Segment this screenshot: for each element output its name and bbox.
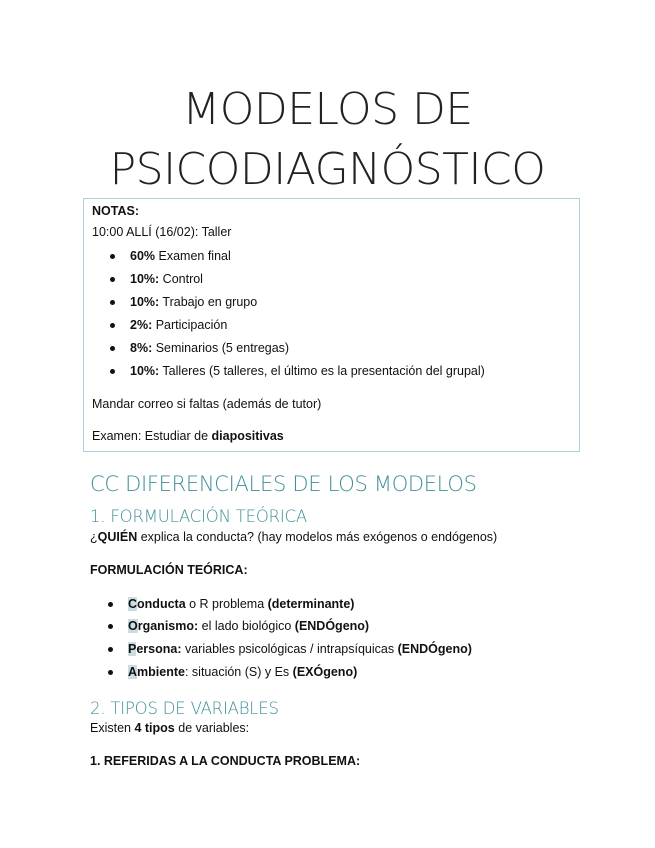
bullet-icon	[110, 369, 115, 374]
bullet-icon	[110, 346, 115, 351]
notes-schedule: 10:00 ALLÍ (16/02): Taller	[92, 225, 232, 239]
formulation-list-item: Conducta o R problema (determinante)	[108, 597, 354, 611]
variables-intro: Existen 4 tipos de variables:	[90, 721, 250, 735]
notes-list-item: 60% Examen final	[110, 249, 231, 263]
bullet-icon	[110, 254, 115, 259]
bullet-icon	[108, 647, 113, 652]
formulation-subheading: FORMULACIÓN TEÓRICA:	[90, 563, 248, 577]
formulation-list-item: Persona: variables psicológicas / intrapsíquicas (ENDÓgeno)	[108, 642, 472, 656]
formulation-question: ¿QUIÉN explica la conducta? (hay modelos más exógenos o endógenos)	[90, 530, 498, 544]
formulation-list-item: Organismo: el lado biológico (ENDÓgeno)	[108, 619, 369, 633]
document-title-line-1: MODELOS DE	[182, 84, 473, 135]
section-heading-formulation: 1. FORMULACIÓN TEÓRICA	[90, 507, 308, 526]
bullet-icon	[108, 602, 113, 607]
section-heading-cc: CC DIFERENCIALES DE LOS MODELOS	[90, 472, 477, 496]
notes-list-item: 8%: Seminarios (5 entregas)	[110, 341, 289, 355]
notes-list-item: 2%: Participación	[110, 318, 227, 332]
notes-box	[83, 198, 580, 452]
bullet-icon	[108, 624, 113, 629]
notes-list-item: 10%: Trabajo en grupo	[110, 295, 257, 309]
bullet-icon	[110, 323, 115, 328]
notes-heading: NOTAS:	[92, 204, 139, 218]
bullet-icon	[108, 670, 113, 675]
notes-list-item: 10%: Control	[110, 272, 203, 286]
bullet-icon	[110, 300, 115, 305]
bullet-icon	[110, 277, 115, 282]
notes-mail-note: Mandar correo si faltas (además de tutor)	[92, 397, 322, 411]
section-heading-variables: 2. TIPOS DE VARIABLES	[90, 699, 279, 718]
notes-list-item: 10%: Talleres (5 talleres, el último es la presentación del grupal)	[110, 364, 485, 378]
variables-subheading-1: 1. REFERIDAS A LA CONDUCTA PROBLEMA:	[90, 754, 361, 768]
notes-exam-line: Examen: Estudiar de diapositivas	[92, 429, 284, 443]
document-title-line-2: PSICODIAGNÓSTICO	[109, 144, 546, 195]
formulation-list-item: Ambiente: situación (S) y Es (EXÓgeno)	[108, 665, 357, 679]
